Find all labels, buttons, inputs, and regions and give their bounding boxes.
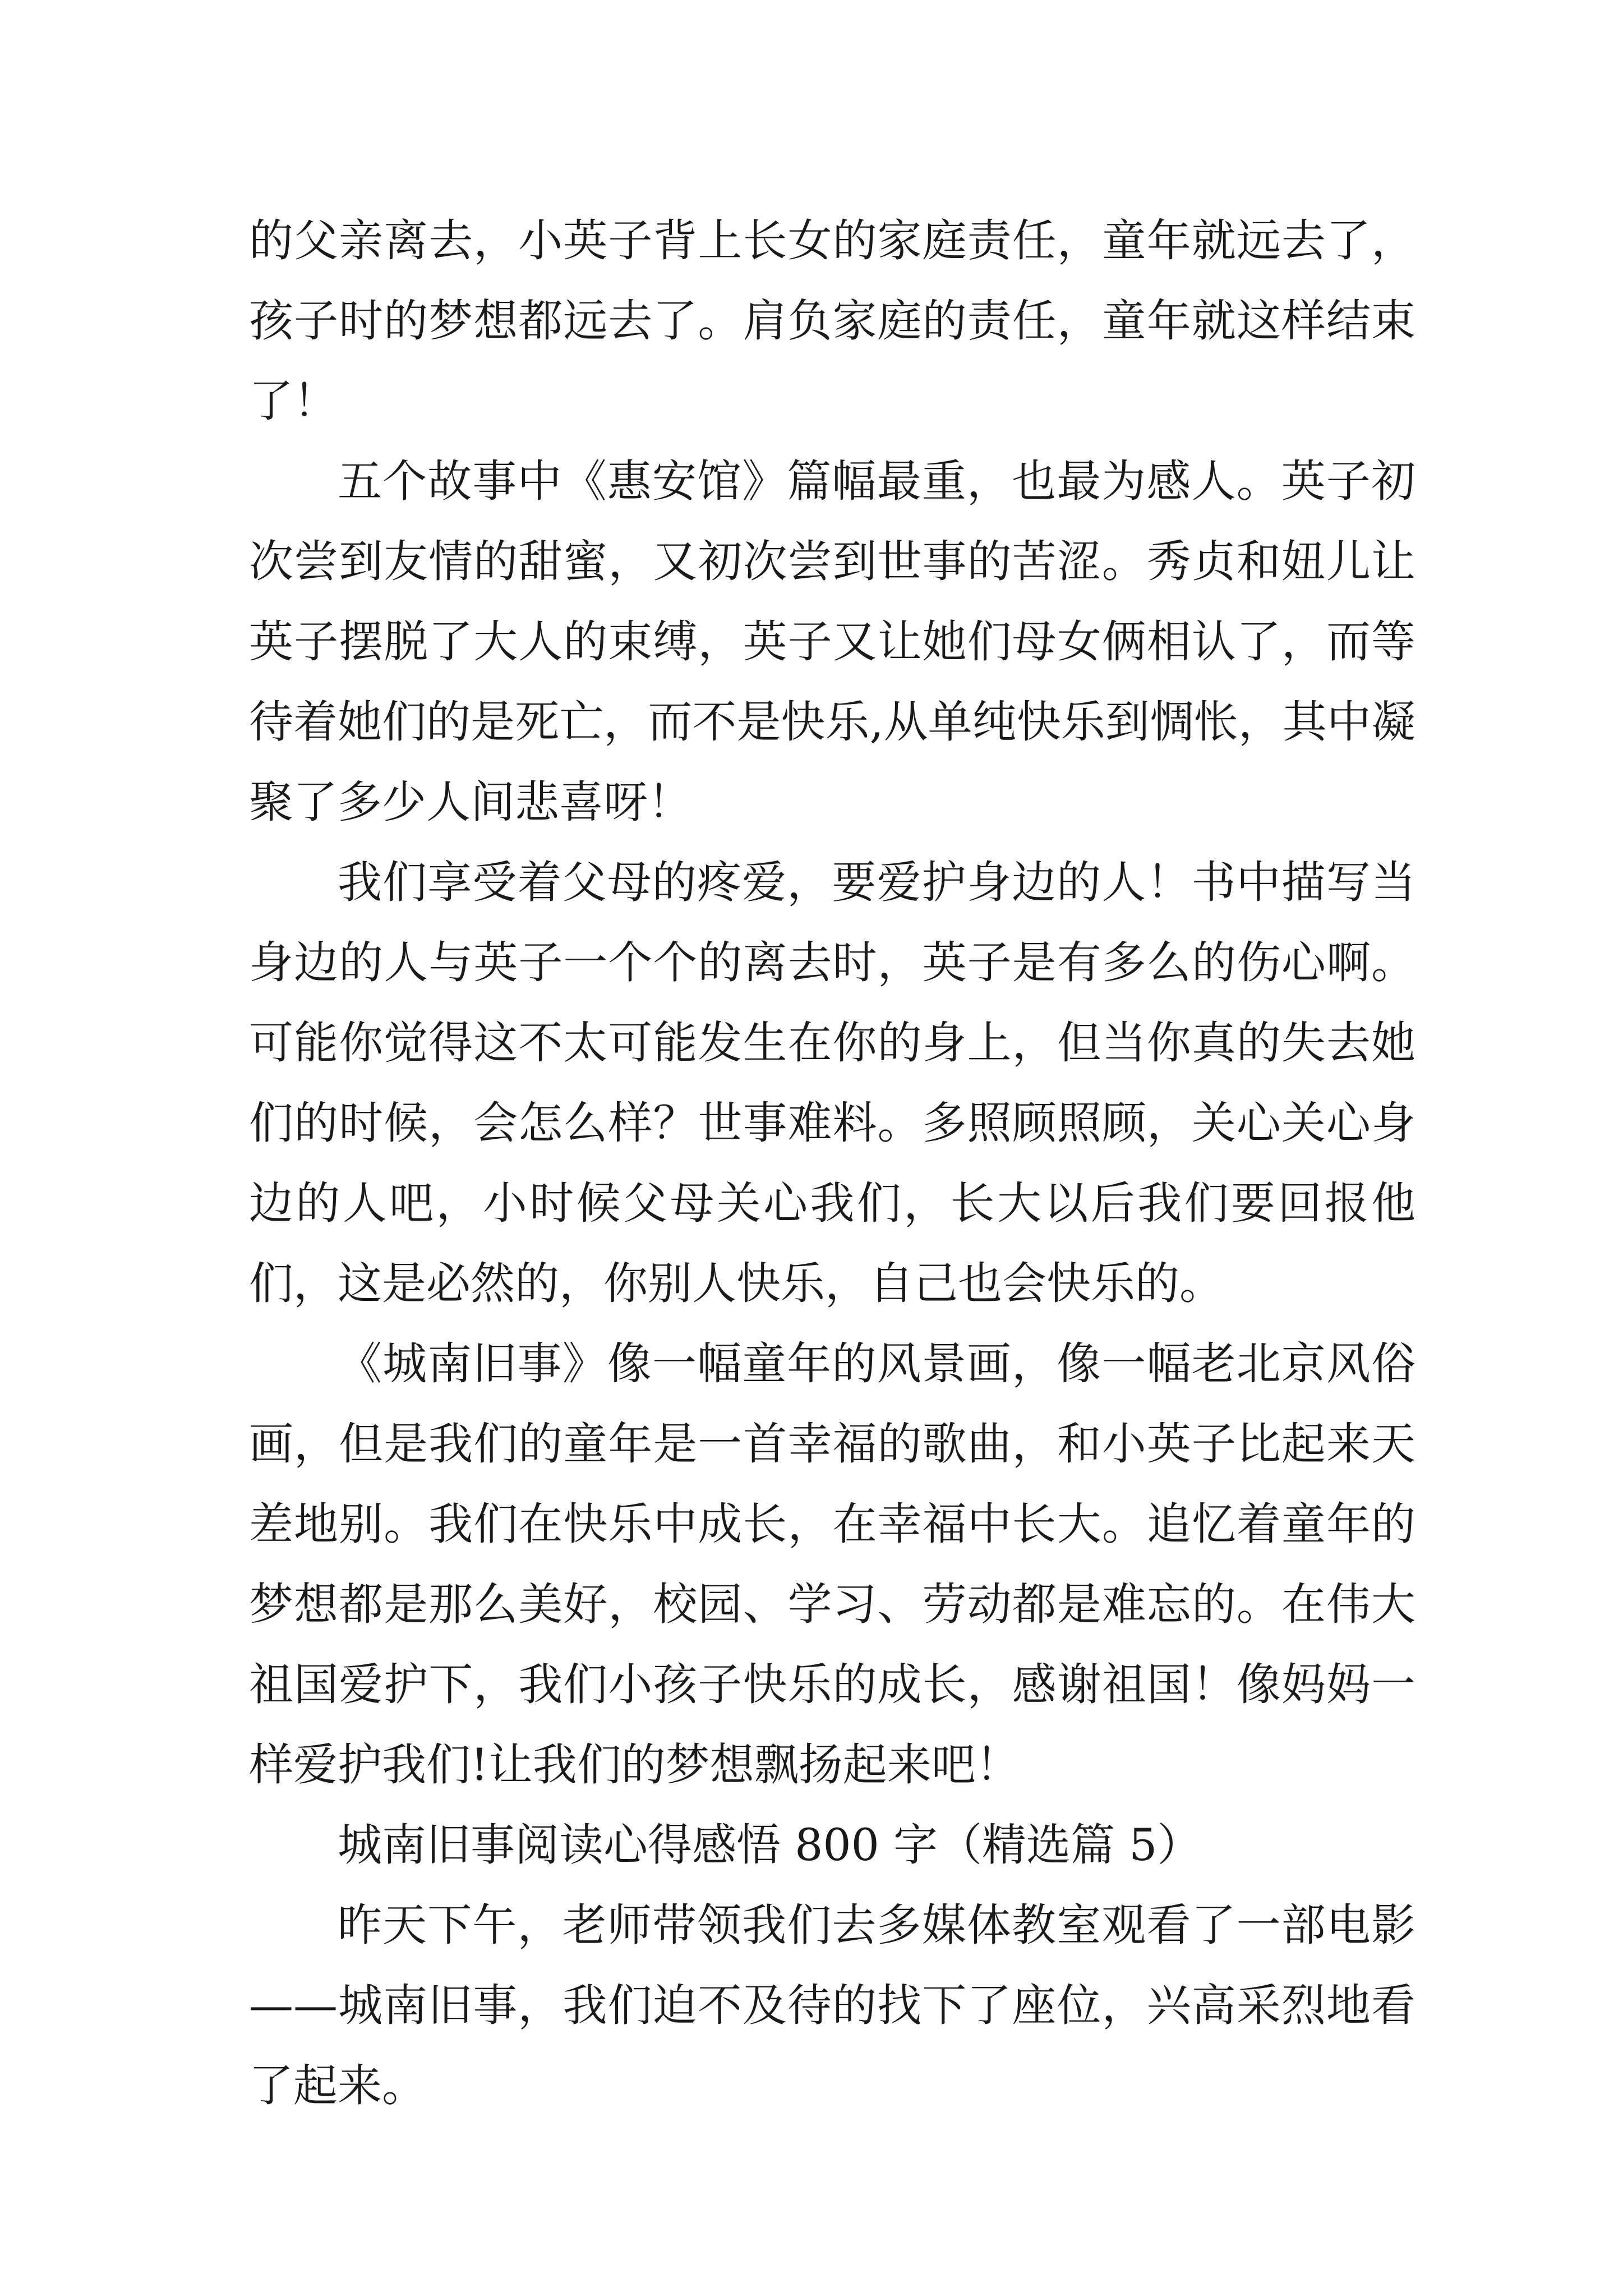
- paragraph-movie-viewing: 昨天下午，老师带领我们去多媒体教室观看了一部电影——城南旧事，我们迫不及待的找下了座位，兴高采烈地看了起来。: [249, 1899, 1415, 2111]
- paragraph-cherish-people: 我们享受着父母的疼爱，要爱护身边的人！书中描写当身边的人与英子一个个的离去时，英子是有多么的伤心啊。可能你觉得这不太可能发生在你的身上，但当你真的失去她们的时候，会怎么样？世事难料。多照顾照顾，关心关心身边的人吧，小时候父母关心我们，长大以后我们要回报他们，这是必然的，你别人快乐，自己也会快乐的。: [249, 857, 1415, 1309]
- paragraph-childhood-painting: 《城南旧事》像一幅童年的风景画，像一幅老北京风俗画，但是我们的童年是一首幸福的歌曲，和小英子比起来天差地别。我们在快乐中成长，在幸福中长大。追忆着童年的梦想都是那么美好，校园、学习、劳动都是难忘的。在伟大祖国爱护下，我们小孩子快乐的成长，感谢祖国！像妈妈一样爱护我们!让我们的梦想飘扬起来吧！: [249, 1338, 1415, 1791]
- paragraph-huian-hall: 五个故事中《惠安馆》篇幅最重，也最为感人。英子初次尝到友情的甜蜜，又初次尝到世事的苦涩。秀贞和妞儿让英子摆脱了大人的束缚，英子又让她们母女俩相认了，而等待着她们的是死亡，而不是快乐,从单纯快乐到惆怅，其中凝聚了多少人间悲喜呀！: [249, 455, 1415, 828]
- document-body: [249, 201, 1415, 2126]
- paragraph-continuation: 的父亲离去，小英子背上长女的家庭责任，童年就远去了，孩子时的梦想都远去了。肩负家庭的责任，童年就这样结束了！: [249, 215, 1415, 427]
- section-heading: 城南旧事阅读心得感悟 800 字（精选篇 5）: [338, 1819, 1202, 1871]
